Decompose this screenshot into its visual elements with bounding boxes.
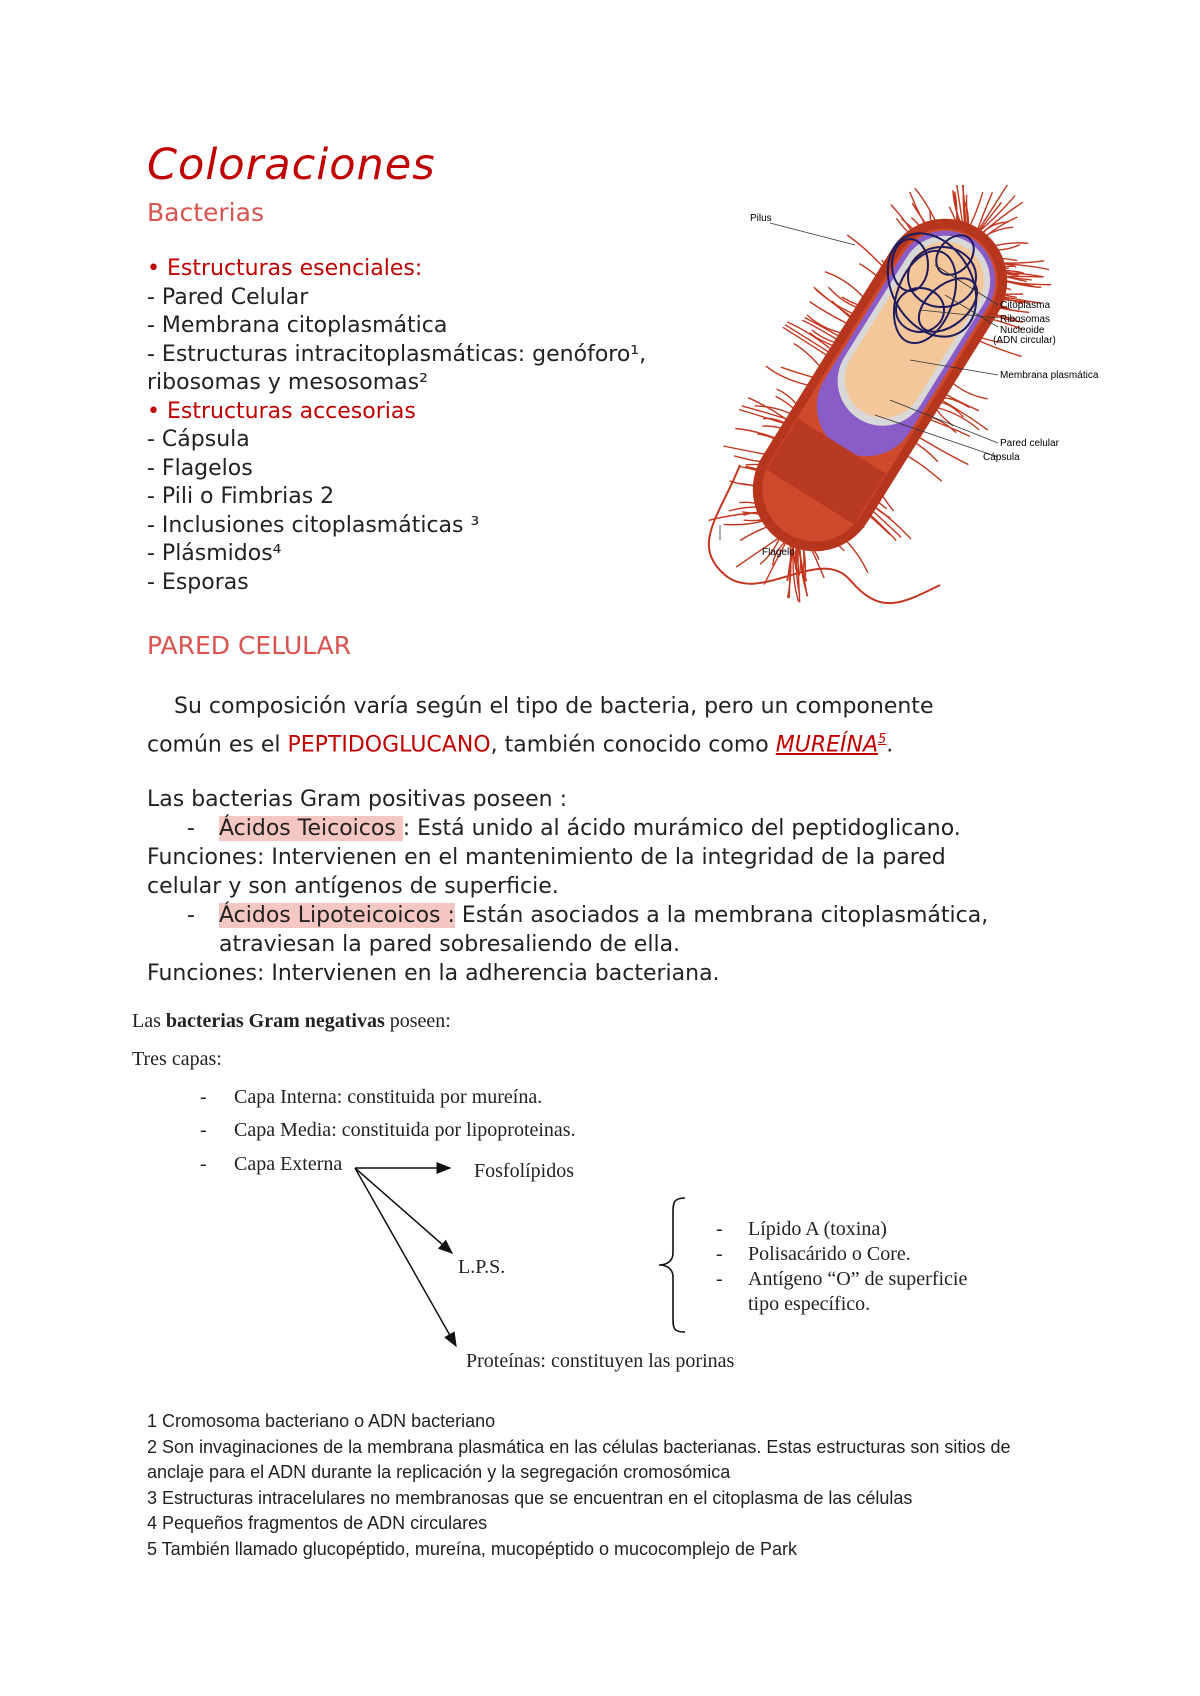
label-pared: Pared celular (1000, 438, 1059, 449)
mureina-term: MUREÍNA (775, 732, 878, 758)
list-item: - Esporas (147, 569, 249, 595)
gram-positive-func-1b: celular y son antígenos de superficie. (147, 874, 559, 899)
label-citoplasma: Citoplasma (1000, 300, 1051, 311)
gram-positive-item-1 (147, 814, 1077, 843)
dash: - (200, 1086, 207, 1108)
tres-capas-label: Tres capas: (132, 1048, 222, 1070)
label-pilus: Pilus (750, 213, 772, 224)
lps-brace (655, 1195, 695, 1335)
label-ribosomas: Ribosomas (1000, 314, 1051, 325)
gram-positive-func-1 (147, 843, 1077, 872)
label-flagelo: Flagelo (762, 547, 795, 558)
list-item: - Estructuras intracitoplasmáticas: genóforo¹, (147, 341, 647, 367)
lps: L.P.S. (458, 1256, 506, 1278)
footnotes (147, 1409, 1067, 1562)
list-item: - Cápsula (147, 427, 250, 452)
list-item: - Pili o Fimbrias 2 (147, 484, 335, 509)
label-membrana: Membrana plasmática (1000, 370, 1099, 381)
footnote: 5 También llamado glucopéptido, mureína, mucopéptido o mucocomplejo de Park (147, 1538, 798, 1559)
footnote: 1 Cromosoma bacteriano o ADN bacteriano (147, 1411, 496, 1431)
arrow-proteinas (355, 1168, 456, 1346)
lps-item: Antígeno “O” de superficie (748, 1268, 968, 1290)
pilus-hair (781, 367, 813, 377)
page-subtitle: Bacterias (147, 198, 264, 227)
dash: - (716, 1243, 723, 1265)
list-item: - Membrana citoplasmática (147, 313, 448, 338)
dash: - (200, 1119, 207, 1141)
arrow-lps (355, 1168, 452, 1253)
dash: - (187, 903, 195, 928)
dash: - (187, 816, 195, 841)
footnote: 2 Son invaginaciones de la membrana plasmática en las células bacterianas. Estas estructuras son sitios de anclaje para el ADN durante la replicación y la segregación cromosómica (147, 1436, 1011, 1482)
gram-negative-heading (132, 1010, 451, 1033)
proteinas: Proteínas: constituyen las porinas (466, 1350, 735, 1372)
lps-item: Lípido A (toxina) (748, 1218, 887, 1240)
dash: - (716, 1218, 723, 1240)
text-span: Están asociados a la membrana citoplasmática, (454, 903, 989, 928)
pared-intro (147, 690, 1047, 761)
text-span: común es el (147, 732, 288, 758)
peptidoglucano-term: PEPTIDOGLUCANO (287, 732, 491, 758)
gram-positive-func-2 (147, 959, 1077, 988)
pilus-hair (985, 227, 1013, 236)
pilus-hair (946, 395, 979, 411)
gram-positive-item-2 (147, 901, 1077, 930)
label-adn: (ADN circular) (993, 335, 1056, 346)
label-capsula: Cápsula (983, 452, 1020, 463)
teicoicos-term: Ácidos Teicoicos (219, 816, 403, 841)
func-label: Funciones: (147, 961, 265, 986)
pilus-hair (794, 344, 820, 366)
essential-heading: • Estructuras esenciales: (147, 256, 423, 281)
label-nucleoide: Nucleoide (1000, 325, 1045, 336)
capa-interna: Capa Interna: constituida por mureína. (234, 1086, 543, 1108)
pilus-hair (931, 420, 970, 436)
section-heading-pared: PARED CELULAR (147, 631, 352, 660)
pilus-hair (810, 302, 847, 324)
page-title: Coloraciones (147, 140, 436, 190)
capa-externa: Capa Externa (234, 1153, 343, 1175)
structures-list (147, 255, 646, 597)
text-span: : Está unido al ácido murámico del peptidoglicano. (402, 816, 961, 841)
list-item: - Inclusiones citoplasmáticas ³ (147, 512, 480, 538)
pared-intro-line2 (147, 723, 1047, 761)
text-span: Las (132, 1010, 166, 1032)
pilus-hair (953, 383, 988, 399)
func-label: Funciones: (147, 845, 265, 870)
text-span: poseen: (384, 1010, 451, 1032)
gram-positive-item-2b: atraviesan la pared sobresaliendo de ella. (219, 932, 681, 957)
list-item: - Flagelos (147, 455, 253, 481)
text-span: , también conocido como (490, 732, 776, 758)
list-item: - Pared Celular (147, 284, 309, 310)
text-span: Intervienen en el mantenimiento de la integridad de la pared (264, 845, 946, 870)
bacteria-diagram (680, 185, 1150, 615)
lps-item: tipo específico. (748, 1293, 871, 1315)
pilus-hair (785, 325, 828, 352)
gram-positive-heading: Las bacterias Gram positivas poseen : (147, 787, 567, 812)
capa-media: Capa Media: constituida por lipoproteinas. (234, 1119, 576, 1141)
fosfolipidos: Fosfolípidos (474, 1160, 575, 1182)
pilus-hair (825, 272, 865, 300)
text-span: bacterias Gram negativas (165, 1010, 385, 1032)
text-span: . (886, 732, 894, 758)
footnote: 3 Estructuras intracelulares no membranosas que se encuentran en el citoplasma de las células (147, 1487, 913, 1508)
list-item: ribosomas y mesosomas² (147, 370, 428, 395)
text-span: Intervienen en la adherencia bacteriana. (264, 961, 720, 986)
pared-intro-line1: Su composición varía según el tipo de bacteria, pero un componente (174, 694, 934, 719)
dash: - (716, 1268, 723, 1290)
dash: - (200, 1153, 207, 1175)
accessory-heading: • Estructuras accesorias (147, 398, 416, 424)
footnote-ref: 5 (878, 732, 887, 747)
lps-item: Polisacárido o Core. (748, 1243, 911, 1265)
gram-positive-section (147, 785, 1077, 988)
list-item: - Plásmidos⁴ (147, 541, 282, 566)
footnote: 4 Pequeños fragmentos de ADN circulares (147, 1513, 488, 1533)
lipoteicoicos-term: Ácidos Lipoteicoicos : (219, 903, 455, 928)
